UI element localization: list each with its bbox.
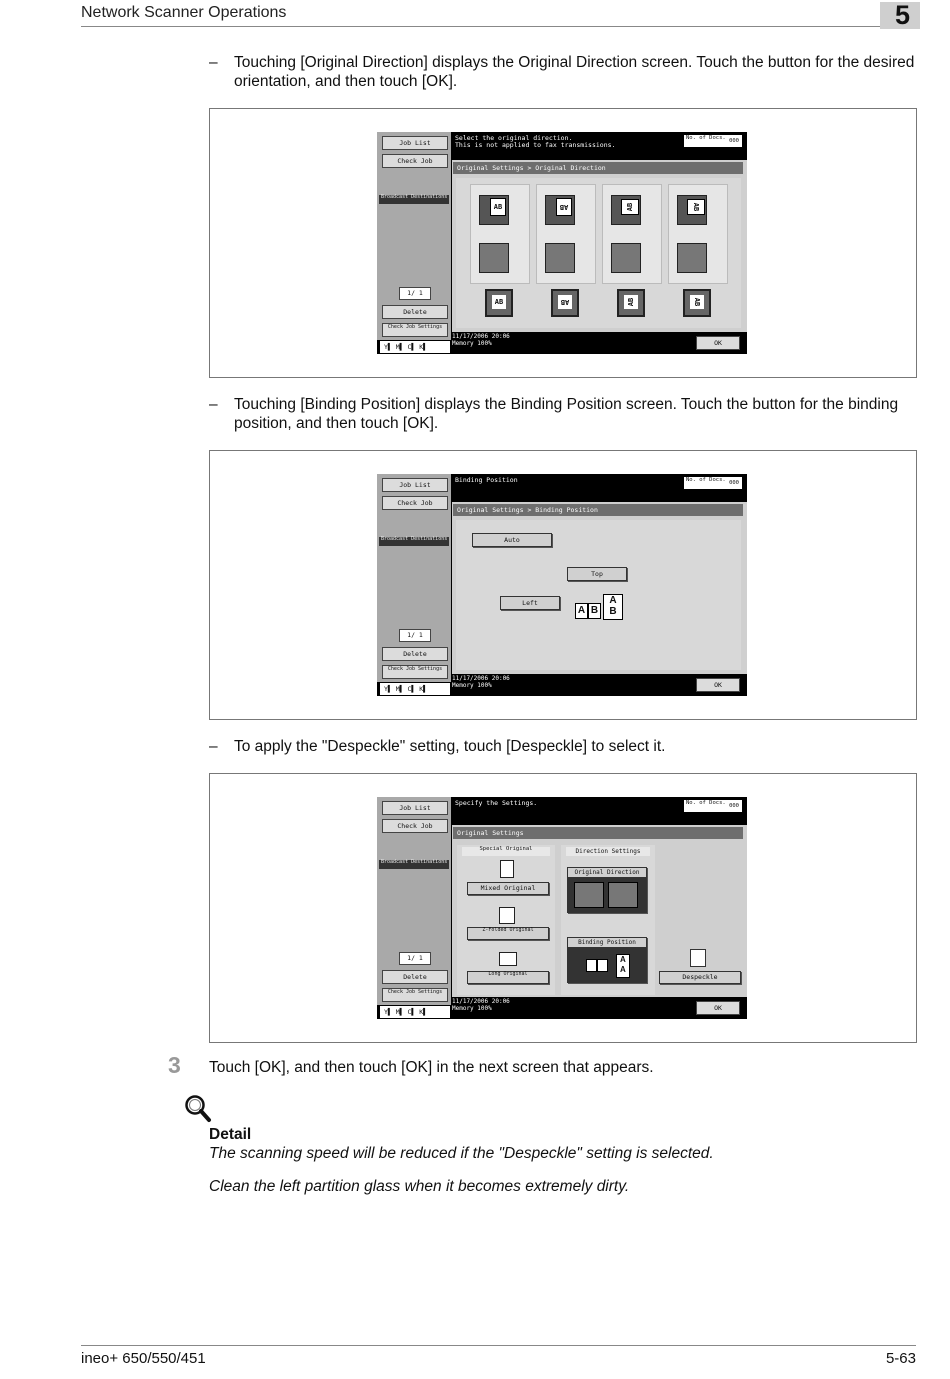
no-of-docs-value: 000 bbox=[729, 480, 739, 486]
message-line: This is not applied to fax transmissions. bbox=[455, 141, 616, 149]
breadcrumb: Original Settings > Binding Position bbox=[453, 504, 743, 516]
date-time: 11/17/2006 20:06 bbox=[452, 675, 510, 682]
binding-preview-icon bbox=[575, 598, 601, 619]
icon-letters: AB bbox=[490, 198, 506, 216]
direction-button-3[interactable] bbox=[617, 289, 645, 317]
check-job-button[interactable]: Check Job bbox=[382, 496, 448, 510]
direction-icon-1 bbox=[574, 882, 604, 908]
broadcast-destinations-label: Broadcast Destinations bbox=[379, 537, 449, 546]
binding-letter: A bbox=[597, 959, 608, 972]
binding-letter: A bbox=[620, 965, 626, 974]
breadcrumb: Original Settings bbox=[453, 827, 743, 839]
delete-button[interactable]: Delete bbox=[382, 647, 448, 661]
auto-button[interactable]: Auto bbox=[472, 533, 552, 547]
no-of-docs-label: No. of Docs. bbox=[686, 477, 726, 483]
bullet-text: Touching [Original Direction] displays the Original Direction screen. Touch the button for the desired orientation, and then touch [OK]. bbox=[234, 54, 915, 90]
detail-note: Clean the left partition glass when it becomes extremely dirty. bbox=[209, 1178, 630, 1195]
despeckle-button[interactable]: Despeckle bbox=[659, 971, 741, 984]
preview-letter: A bbox=[575, 603, 588, 619]
memory-status: Memory 100% bbox=[452, 339, 492, 347]
memory-status: Memory 100% bbox=[452, 1004, 492, 1012]
toner-indicator: Y▌ M▌ C▌ K▌ bbox=[380, 341, 450, 353]
bullet-dash: – bbox=[209, 396, 218, 413]
screenshot-original-settings bbox=[209, 773, 917, 1043]
no-of-docs-value: 000 bbox=[729, 138, 739, 144]
mixed-original-icon bbox=[500, 860, 514, 878]
check-job-button[interactable]: Check Job bbox=[382, 154, 448, 168]
direction-settings-heading: Direction Settings bbox=[566, 847, 650, 856]
bullet-dash: – bbox=[209, 54, 218, 71]
original-direction-button[interactable] bbox=[567, 867, 647, 913]
orientation-icon bbox=[479, 243, 509, 273]
screen-message bbox=[455, 800, 685, 807]
screenshot-original-direction bbox=[209, 108, 917, 378]
date-time: 11/17/2006 20:06 bbox=[452, 998, 510, 1005]
direction-tile-4[interactable] bbox=[668, 184, 728, 284]
breadcrumb: Original Settings > Original Direction bbox=[453, 162, 743, 174]
binding-letter: A bbox=[620, 955, 626, 964]
status-bar bbox=[452, 676, 510, 689]
long-original-icon bbox=[499, 952, 517, 966]
broadcast-destinations-label: Broadcast Destinations bbox=[379, 195, 449, 204]
bullet-original-direction bbox=[209, 53, 919, 91]
original-icon bbox=[611, 195, 641, 225]
job-list-button[interactable]: Job List bbox=[382, 136, 448, 150]
running-header-title: Network Scanner Operations bbox=[81, 4, 287, 21]
special-original-heading: Special Original bbox=[462, 847, 550, 856]
direction-button-2[interactable] bbox=[551, 289, 579, 317]
orientation-icon bbox=[677, 243, 707, 273]
bullet-text: Touching [Binding Position] displays the Binding Position screen. Touch the button for the binding position, and then touch [OK]. bbox=[234, 396, 899, 432]
check-job-settings-button[interactable]: Check Job Settings bbox=[382, 665, 448, 679]
original-direction-label: Original Direction bbox=[568, 868, 646, 877]
binding-position-button[interactable] bbox=[567, 937, 647, 983]
page-counter: 1/ 1 bbox=[399, 952, 431, 965]
original-icon bbox=[545, 195, 575, 225]
direction-button-1[interactable] bbox=[485, 289, 513, 317]
binding-position-label: Binding Position bbox=[568, 938, 646, 947]
magnifier-icon bbox=[184, 1094, 212, 1129]
preview-letter: B bbox=[609, 606, 617, 617]
footer-model: ineo+ 650/550/451 bbox=[81, 1350, 206, 1367]
direction-tile-2[interactable] bbox=[536, 184, 596, 284]
screen-message bbox=[455, 135, 685, 149]
status-bar bbox=[452, 999, 510, 1012]
page-counter: 1/ 1 bbox=[399, 287, 431, 300]
direction-tile-1[interactable] bbox=[470, 184, 530, 284]
step-text: Touch [OK], and then touch [OK] in the next screen that appears. bbox=[209, 1059, 654, 1076]
ok-button[interactable]: OK bbox=[696, 1001, 740, 1015]
mixed-original-button[interactable]: Mixed Original bbox=[467, 882, 549, 895]
device-screen bbox=[377, 797, 747, 1019]
date-time: 11/17/2006 20:06 bbox=[452, 333, 510, 340]
toner-indicator: Y▌ M▌ C▌ K▌ bbox=[380, 683, 450, 695]
check-job-button[interactable]: Check Job bbox=[382, 819, 448, 833]
top-button[interactable]: Top bbox=[567, 567, 627, 581]
no-of-docs bbox=[684, 135, 742, 147]
delete-button[interactable]: Delete bbox=[382, 970, 448, 984]
job-list-button[interactable]: Job List bbox=[382, 478, 448, 492]
message-line: Select the original direction. bbox=[455, 134, 573, 142]
preview-letter: B bbox=[588, 603, 601, 619]
chapter-number: 5 bbox=[895, 0, 911, 30]
icon-letters: AB bbox=[621, 199, 639, 215]
despeckle-icon bbox=[690, 949, 706, 967]
no-of-docs-label: No. of Docs. bbox=[686, 800, 726, 806]
job-list-button[interactable]: Job List bbox=[382, 801, 448, 815]
binding-letter: A bbox=[586, 959, 597, 972]
original-icon bbox=[479, 195, 509, 225]
screen-message bbox=[455, 477, 685, 484]
binding-preview-top-icon bbox=[603, 594, 623, 620]
delete-button[interactable]: Delete bbox=[382, 305, 448, 319]
message-line: Specify the Settings. bbox=[455, 799, 538, 807]
detail-heading: Detail bbox=[209, 1126, 252, 1143]
check-job-settings-button[interactable]: Check Job Settings bbox=[382, 988, 448, 1002]
check-job-settings-button[interactable]: Check Job Settings bbox=[382, 323, 448, 337]
original-icon bbox=[677, 195, 707, 225]
binding-top-icon bbox=[616, 954, 630, 978]
step-number: 3 bbox=[168, 1052, 181, 1078]
binding-icon bbox=[586, 954, 630, 978]
bullet-binding-position bbox=[209, 395, 919, 433]
ok-button[interactable]: OK bbox=[696, 678, 740, 692]
icon-letters: AB bbox=[687, 199, 705, 215]
button-letters: AB bbox=[690, 295, 704, 309]
button-letters: AB bbox=[492, 295, 506, 309]
left-button[interactable]: Left bbox=[500, 596, 560, 610]
icon-letters: AB bbox=[556, 198, 572, 216]
direction-icon-2 bbox=[608, 882, 638, 908]
direction-button-4[interactable] bbox=[683, 289, 711, 317]
no-of-docs-value: 000 bbox=[729, 803, 739, 809]
memory-status: Memory 100% bbox=[452, 681, 492, 689]
bullet-text: To apply the "Despeckle" setting, touch [Despeckle] to select it. bbox=[234, 738, 666, 755]
message-line: Binding Position bbox=[455, 476, 518, 484]
orientation-icon bbox=[545, 243, 575, 273]
toner-indicator: Y▌ M▌ C▌ K▌ bbox=[380, 1006, 450, 1018]
no-of-docs-label: No. of Docs. bbox=[686, 135, 726, 141]
no-of-docs bbox=[684, 800, 742, 812]
z-folded-icon bbox=[499, 907, 515, 924]
header-rule bbox=[81, 26, 881, 27]
detail-note: The scanning speed will be reduced if the "Despeckle" setting is selected. bbox=[209, 1145, 714, 1162]
device-screen bbox=[377, 474, 747, 696]
z-folded-original-button[interactable]: Z-Folded Original bbox=[467, 927, 549, 940]
button-letters: AB bbox=[558, 295, 572, 309]
bullet-despeckle bbox=[209, 737, 919, 756]
direction-tile-3[interactable] bbox=[602, 184, 662, 284]
bullet-dash: – bbox=[209, 738, 218, 755]
broadcast-destinations-label: Broadcast Destinations bbox=[379, 860, 449, 869]
ok-button[interactable]: OK bbox=[696, 336, 740, 350]
no-of-docs bbox=[684, 477, 742, 489]
status-bar bbox=[452, 334, 510, 347]
button-letters: AB bbox=[624, 295, 638, 309]
long-original-button[interactable]: Long Original bbox=[467, 971, 549, 984]
footer-rule bbox=[81, 1345, 916, 1346]
device-screen bbox=[377, 132, 747, 354]
orientation-icon bbox=[611, 243, 641, 273]
page-counter: 1/ 1 bbox=[399, 629, 431, 642]
preview-letter: A bbox=[609, 595, 617, 606]
screenshot-binding-position bbox=[209, 450, 917, 720]
footer-page-number: 5-63 bbox=[885, 1350, 916, 1367]
